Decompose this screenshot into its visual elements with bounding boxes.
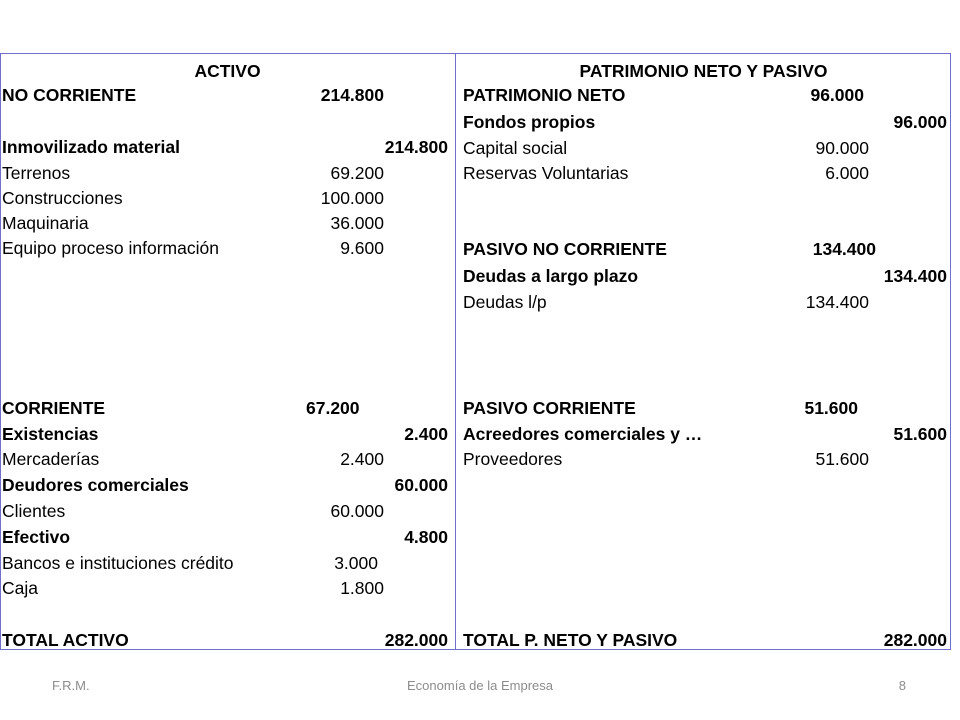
capital-social-label: Capital social [463,138,568,158]
deudas-lp-detalle-value: 134.400 [805,292,869,312]
equipo-label: Equipo proceso información [2,238,219,258]
maquinaria-label: Maquinaria [2,213,89,233]
clientes-label: Clientes [2,501,66,521]
mercaderias-value: 2.400 [340,449,384,469]
reservas-label: Reservas Voluntarias [463,163,629,183]
equipo-value: 9.600 [340,238,384,258]
acreedores-value: 51.600 [893,424,947,444]
proveedores-value: 51.600 [815,449,869,469]
fondos-propios-label: Fondos propios [463,112,596,132]
construcciones-value: 100.000 [320,188,384,208]
terrenos-label: Terrenos [2,163,71,183]
activo-corriente-label: CORRIENTE [2,398,106,418]
deudas-lp-value: 134.400 [883,266,947,286]
pasivo-no-corriente-value: 134.400 [812,239,876,259]
activo-header: ACTIVO [194,61,261,81]
patrimonio-neto-label: PATRIMONIO NETO [463,85,626,105]
efectivo-label: Efectivo [2,527,71,547]
pasivo-header: PATRIMONIO NETO Y PASIVO [579,61,828,81]
footer-author: F.R.M. [52,678,90,693]
caja-value: 1.800 [340,578,384,598]
total-activo-value: 282.000 [384,630,448,650]
deudores-value: 60.000 [394,475,448,495]
terrenos-value: 69.200 [330,163,384,183]
proveedores-label: Proveedores [463,449,563,469]
patrimonio-neto-value: 96.000 [810,85,864,105]
construcciones-label: Construcciones [2,188,123,208]
inmovilizado-label: Inmovilizado material [2,137,180,157]
footer-title: Economía de la Empresa [407,678,553,693]
footer-page-number: 8 [898,678,906,693]
column-divider [455,53,456,650]
fondos-propios-value: 96.000 [893,112,947,132]
pasivo-no-corriente-label: PASIVO NO CORRIENTE [463,239,667,259]
pasivo-corriente-label: PASIVO CORRIENTE [463,398,636,418]
activo-no-corriente-value: 214.800 [320,85,384,105]
caja-label: Caja [2,578,38,598]
deudas-lp-detalle-label: Deudas l/p [463,292,547,312]
inmovilizado-value: 214.800 [384,137,448,157]
activo-no-corriente-label: NO CORRIENTE [2,85,137,105]
mercaderias-label: Mercaderías [2,449,100,469]
capital-social-value: 90.000 [815,138,869,158]
acreedores-label: Acreedores comerciales y … [463,424,703,444]
clientes-value: 60.000 [330,501,384,521]
total-pasivo-label: TOTAL P. NETO Y PASIVO [463,630,678,650]
existencias-value: 2.400 [404,424,448,444]
existencias-label: Existencias [2,424,99,444]
efectivo-value: 4.800 [404,527,448,547]
activo-corriente-value: 67.200 [306,398,360,418]
bancos-value: 3.000 [334,553,378,573]
maquinaria-value: 36.000 [330,213,384,233]
deudas-lp-label: Deudas a largo plazo [463,266,639,286]
total-activo-label: TOTAL ACTIVO [2,630,129,650]
reservas-value: 6.000 [825,163,869,183]
total-pasivo-value: 282.000 [883,630,947,650]
bancos-label: Bancos e instituciones crédito [2,553,234,573]
deudores-label: Deudores comerciales [2,475,189,495]
pasivo-corriente-value: 51.600 [804,398,858,418]
